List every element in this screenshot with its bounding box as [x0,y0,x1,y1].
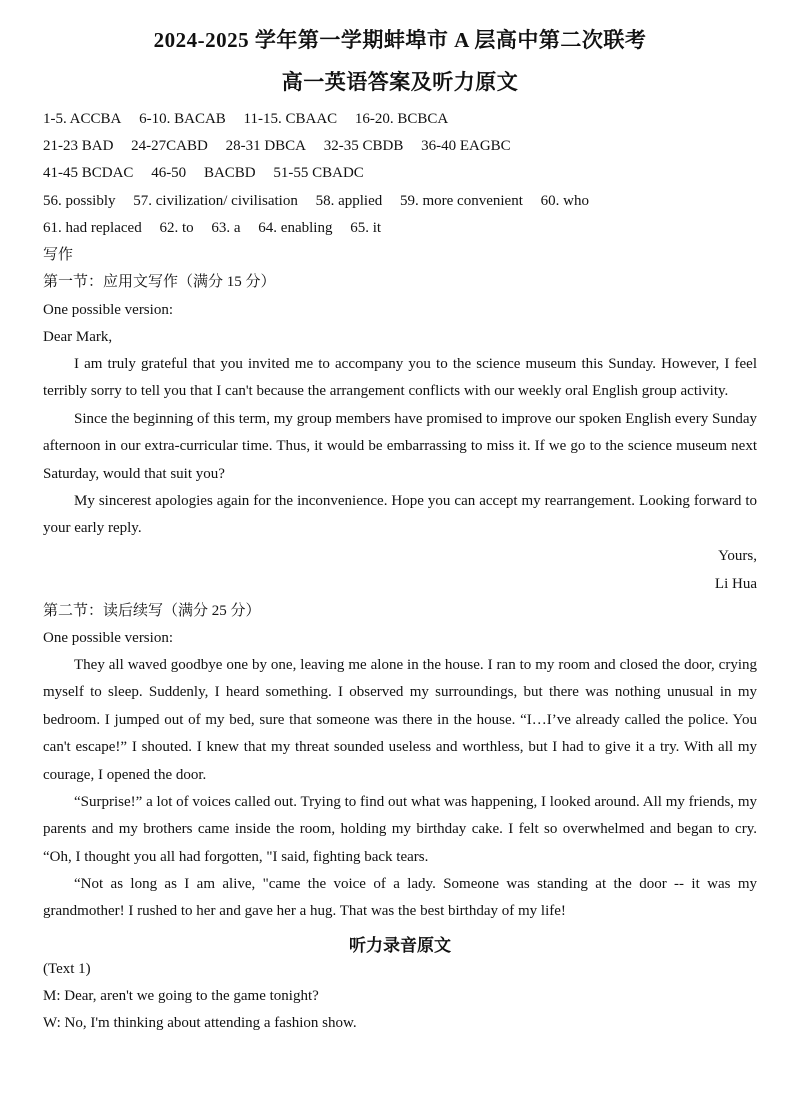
answer-item: 62. to [159,220,194,236]
answer-item: 63. a [211,220,241,236]
letter-paragraph: My sincerest apologies again for the inconvenience. Hope you can accept my rearrangement. Looking forward to your early reply. [43,493,757,537]
dialogue-line: W: No, I'm thinking about attending a fashion show. [43,1015,357,1031]
text-label: (Text 1) [43,961,91,977]
answer-item: 57. civilization/ civilisation [133,193,298,209]
letter-signature: Li Hua [714,576,757,592]
answer-group: 6-10. BACAB [139,111,226,127]
answer-item: 60. who [540,193,589,209]
answer-group: 1-5. ACCBA [43,111,122,127]
answer-group: 51-55 CBADC [273,165,364,181]
answer-group: 28-31 DBCA [225,138,307,154]
answer-group: 11-15. CBAAC [243,111,338,127]
answer-item: 61. had replaced [43,220,142,236]
dialogue-line: M: Dear, aren't we going to the game tonight? [43,988,319,1004]
section1-heading: 第一节：应用文写作（满分 15 分） [43,274,276,290]
answer-item: 59. more convenient [399,193,523,209]
exam-title: 2024-2025 学年第一学期蚌埠市 A 层高中第二次联考 [153,28,647,52]
answer-item: 58. applied [315,193,383,209]
answer-item: 64. enabling [258,220,333,236]
story-paragraph: They all waved goodbye one by one, leaving me alone in the house. I ran to my room and closed the door, crying myself to sleep. Suddenly, I heard something. I observed my surroundings, but there was nothing unusual in my bedroom. I jumped out of my bed, sure that someone was there in the house. “I…I’ve already called the police. You can't escape!” I shouted. I knew that my threat sounded useless and worthless, but I had to give it a try. With all my courage, I opened the door. [43,657,757,783]
story-paragraph: “Not as long as I am alive, "came the voice of a lady. Someone was standing at the door -- it was my grandmother! I rushed to her and gave her a hug. That was the best birthday of my life! [43,876,757,920]
letter-paragraph: Since the beginning of this term, my group members have promised to improve our spoken English every Sunday afternoon in our extra-curricular time. Thus, it would be embarrassing to miss it. If we go to the science museum next Saturday, would that suit you? [43,411,757,482]
answer-item: 56. possibly [43,193,116,209]
answer-group: 46-50 [151,165,187,181]
answer-row-4 [43,192,589,210]
answer-group: 41-45 BCDAC [43,165,134,181]
answer-group: 32-35 CBDB [323,138,404,154]
letter-salutation: Dear Mark, [43,329,113,345]
letter-closing: Yours, [718,548,757,564]
answer-group: 21-23 BAD [43,138,114,154]
document-subtitle: 高一英语答案及听力原文 [281,70,519,94]
answer-group: BACBD [203,165,256,181]
story-paragraph: “Surprise!” a lot of voices called out. Trying to find out what was happening, I looked around. All my friends, my parents and my brothers came inside the room, holding my birthday cake. I felt so overwhelmed and began to cry. “Oh, I thought you all had forgotten, "I said, fighting back tears. [43,794,757,865]
section2-version-label: One possible version: [43,630,173,646]
listening-heading: 听力录音原文 [349,936,451,955]
answer-row-3 [43,164,364,182]
answer-group: 24-27CABD [131,138,208,154]
answer-group: 36-40 EAGBC [421,138,511,154]
section1-version-label: One possible version: [43,302,173,318]
answer-row-5 [43,219,381,237]
answer-item: 65. it [350,220,382,236]
answer-group: 16-20. BCBCA [354,111,449,127]
answer-row-1 [43,110,448,128]
section2-heading: 第二节：读后续写（满分 25 分） [43,603,261,619]
writing-heading: 写作 [43,247,74,263]
answer-row-2 [43,137,511,155]
letter-paragraph: I am truly grateful that you invited me to accompany you to the science museum this Sunday. However, I feel terribly sorry to tell you that I can't because the arrangement conflicts with our weekly oral English group activity. [43,356,757,400]
